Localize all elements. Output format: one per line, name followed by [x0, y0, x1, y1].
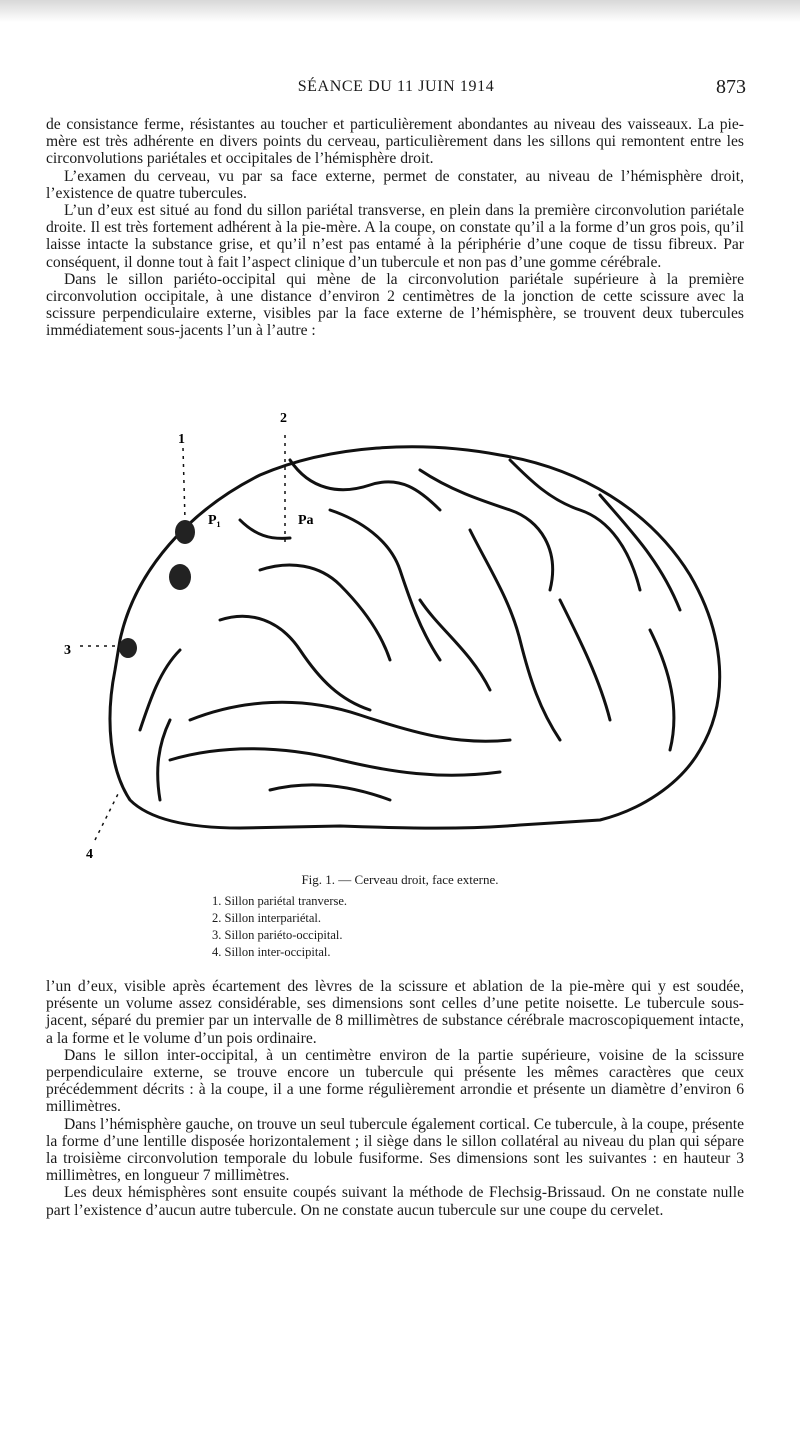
sulcus — [240, 520, 290, 538]
scan-shadow — [0, 0, 800, 22]
sulcus — [260, 565, 390, 660]
figure-label-3: 3 — [64, 643, 71, 658]
figure-label-p1: P₁ — [208, 513, 221, 528]
sulcus — [560, 600, 610, 720]
figure-label-4: 4 — [86, 847, 93, 862]
running-title: SÉANCE DU 11 JUIN 1914 — [297, 78, 495, 95]
page-number: 873 — [716, 76, 746, 98]
brain-drawing — [40, 400, 760, 865]
paragraph: l’un d’eux, visible après écartement des lèvres de la scissure et ablation de la pie-mère qui y est soudée, présente un volume assez considérable, ses dimensions sont celles d’une petite noisette. Le tubercule sous-jacent, séparé du premier par un intervalle de 8 millimètres de substance cérébrale macroscopiquement intacte, a la forme et le volume d’un pois ordinaire. — [46, 978, 744, 1047]
sulcus — [420, 470, 553, 590]
hemisphere-outline — [110, 447, 720, 828]
paragraph: L’un d’eux est situé au fond du sillon pariétal transverse, en plein dans la première circonvolution pariétale droite. Il est très fortement adhérent à la pie-mère. A la coupe, on constate qu’il a la forme d’un gros pois, qu’il laisse intacte la substance grise, et qu’il n’est pas entamé à la périphérie d’une coque de tissu fibreux. Par conséquent, il donne tout à fait l’aspect clinique d’un tubercule et non pas d’une gomme cérébrale. — [46, 202, 744, 271]
leader-line-1 — [183, 448, 185, 520]
sulcus — [650, 630, 674, 750]
sulcus — [220, 616, 370, 710]
figure-caption: Fig. 1. — Cerveau droit, face externe. — [301, 872, 499, 887]
page-header — [46, 76, 746, 102]
figure-label-1: 1 — [178, 432, 185, 447]
sylvian-fissure — [190, 702, 510, 741]
sulcus — [140, 650, 180, 730]
tubercle-1 — [175, 520, 195, 544]
tubercle-2 — [169, 564, 191, 590]
sulcus — [290, 460, 440, 510]
sulcus — [600, 495, 680, 610]
figure-label-pa: Pa — [298, 513, 314, 528]
paragraph: L’examen du cerveau, vu par sa face externe, permet de constater, au niveau de l’hémisphère droit, l’existence de quatre tubercules. — [46, 167, 744, 202]
body-text-top — [46, 116, 744, 340]
leader-line-4 — [95, 790, 120, 840]
sulcus — [158, 720, 170, 800]
brain-figure — [40, 400, 760, 865]
figure-label-2: 2 — [280, 411, 287, 426]
sulcus — [470, 530, 560, 740]
tubercle-3 — [119, 638, 137, 658]
paragraph: de consistance ferme, résistantes au toucher et particulièrement abondantes au niveau des vaisseaux. La pie-mère est très adhérente en divers points du cerveau, particulièrement dans les sillons qui remontent entre les circonvolutions pariétales et occipitales de l’hémisphère droit. — [46, 116, 744, 168]
paragraph: Les deux hémisphères sont ensuite coupés suivant la méthode de Flechsig-Brissaud. On ne constate nulle part l’existence d’aucun autre tubercule. On ne constate aucun tubercule sur une coupe du cervelet. — [46, 1184, 744, 1219]
sulcus — [170, 749, 500, 775]
paragraph: Dans le sillon inter-occipital, à un centimètre environ de la partie supérieure, voisine de la scissure perpendiculaire externe, se trouve encore un tubercule qui présente les mêmes caractères que ceux précédemment décrits : à la coupe, il a une forme régulièrement arrondie et présente un diamètre d’environ 6 millimètres. — [46, 1046, 744, 1116]
legend-item: 1. Sillon pariétal tranverse. — [212, 894, 348, 908]
paragraph: Dans l’hémisphère gauche, on trouve un seul tubercule également cortical. Ce tubercule, à la coupe, présente la forme d’une lentille disposée horizontalement ; il siège dans le sillon collatéral au niveau du plan qui sépare la troisième circonvolution temporale du lobule fusiforme. Ses dimensions sont les suivantes : en hauteur 3 millimètres, en longueur 7 millimètres. — [46, 1115, 744, 1185]
legend-item: 3. Sillon pariéto-occipital. — [212, 928, 343, 942]
body-text-bottom — [46, 978, 744, 1219]
legend-item: 2. Sillon interpariétal. — [212, 911, 322, 925]
figure-legend — [212, 893, 347, 961]
sulcus — [510, 460, 640, 590]
legend-item: 4. Sillon inter-occipital. — [212, 945, 331, 959]
sulcus — [270, 785, 390, 800]
sulcus — [330, 510, 440, 660]
paragraph: Dans le sillon pariéto-occipital qui mène de la circonvolution pariétale supérieure à la première circonvolution occipitale, à une distance d’environ 2 centimètres de la jonction de cette scissure avec la scissure perpendiculaire externe, visibles par la face externe de l’hémisphère, se trouvent deux tubercules immédiatement sous-jacents l’un à l’autre : — [46, 270, 744, 340]
